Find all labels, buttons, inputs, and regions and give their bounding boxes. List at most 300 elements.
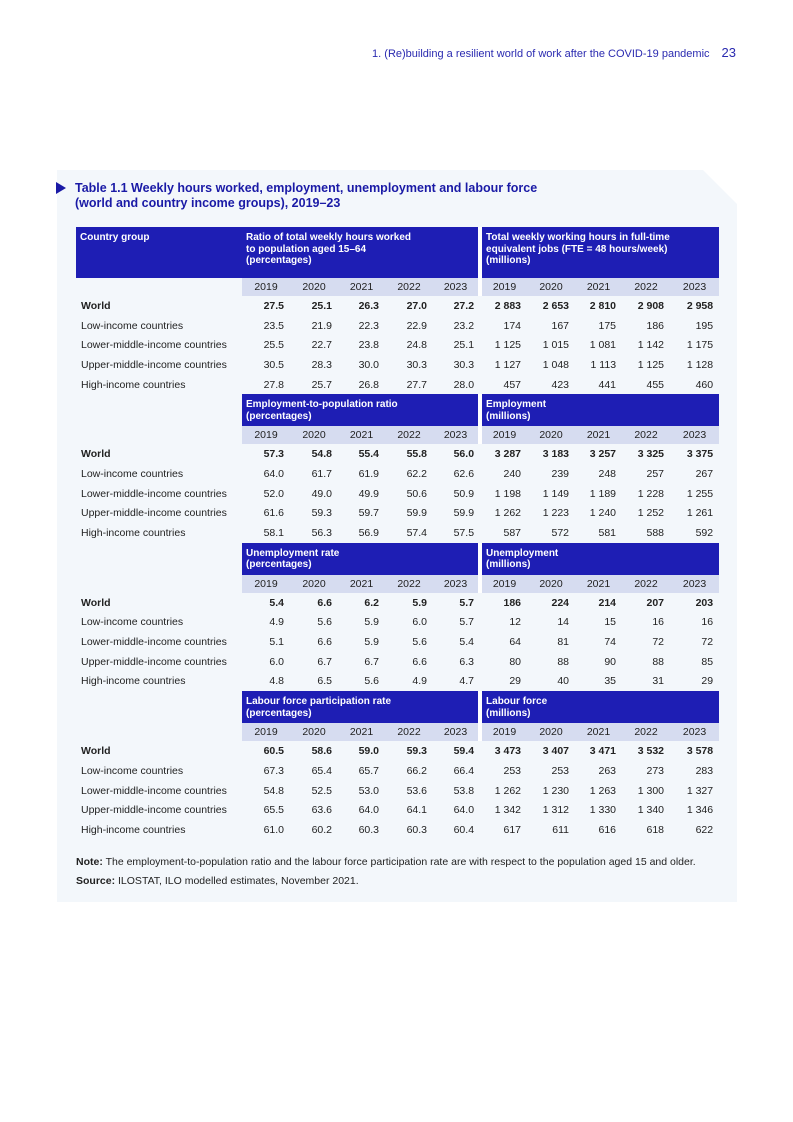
value-cell: 1 048	[542, 358, 570, 371]
value-cell: 6.5	[317, 675, 332, 688]
table-row	[76, 820, 719, 840]
value-cell: 27.7	[406, 378, 427, 391]
value-cell: 30.5	[263, 358, 284, 371]
value-cell: 3 325	[637, 448, 665, 461]
value-cell: 61.0	[263, 823, 284, 836]
header-line: (percentages)	[246, 410, 312, 422]
value-cell: 581	[598, 527, 617, 540]
page-number: 23	[721, 45, 736, 60]
value-cell: 30.3	[453, 358, 475, 371]
value-cell: 267	[695, 467, 714, 480]
year-cell: 2023	[670, 723, 719, 741]
value-cell: 60.2	[311, 823, 332, 836]
header-line: equivalent jobs (FTE = 48 hours/week)	[486, 243, 668, 255]
value-cell: 59.4	[453, 745, 475, 758]
value-cell: 253	[551, 764, 570, 777]
value-cell: 72	[701, 636, 714, 649]
value-cell: 27.0	[406, 299, 427, 312]
value-cell: 283	[695, 764, 714, 777]
running-head-title: 1. (Re)building a resilient world of work after the COVID-19 pandemic	[372, 48, 710, 60]
value-cell: 1 300	[637, 784, 665, 797]
value-cell: 88	[557, 655, 570, 668]
row-label: Upper-middle-income countries	[81, 358, 227, 371]
value-cell: 16	[701, 616, 714, 629]
table-row	[76, 444, 719, 464]
value-cell: 273	[646, 764, 665, 777]
value-cell: 6.0	[412, 616, 427, 629]
value-cell: 224	[551, 596, 570, 609]
value-cell: 248	[598, 467, 617, 480]
value-cell: 15	[604, 616, 617, 629]
year-cell: 2021	[338, 278, 385, 296]
years-row	[76, 723, 719, 741]
value-cell: 1 342	[494, 804, 522, 817]
value-cell: 622	[695, 823, 714, 836]
year-cell: 2019	[480, 426, 527, 444]
value-cell: 27.8	[263, 378, 284, 391]
value-cell: 1 223	[542, 507, 570, 520]
data-table	[76, 227, 719, 840]
table-row	[76, 781, 719, 801]
year-cell: 2023	[670, 426, 719, 444]
value-cell: 88	[652, 655, 665, 668]
value-cell: 65.4	[311, 764, 332, 777]
header-line: (millions)	[486, 410, 531, 422]
value-cell: 1 262	[494, 507, 522, 520]
table-row	[76, 464, 719, 484]
value-cell: 167	[551, 319, 570, 332]
value-cell: 31	[652, 675, 665, 688]
year-cell: 2020	[527, 575, 575, 593]
header-line: (millions)	[486, 707, 531, 719]
value-cell: 23.8	[358, 339, 379, 352]
table-row	[76, 800, 719, 820]
year-cell: 2020	[290, 278, 338, 296]
table-row	[76, 593, 719, 613]
caption-line-2: (world and country income groups), 2019–23	[75, 196, 341, 210]
value-cell: 207	[646, 596, 665, 609]
header-line: Unemployment rate	[246, 547, 340, 559]
value-cell: 1 261	[686, 507, 714, 520]
table-row	[76, 355, 719, 375]
header-line: Unemployment	[486, 547, 559, 559]
header-line: to population aged 15–64	[246, 243, 367, 255]
value-cell: 28.0	[453, 378, 475, 391]
value-cell: 2 958	[686, 299, 714, 312]
header-line: (percentages)	[246, 559, 312, 571]
value-cell: 1 346	[686, 804, 714, 817]
row-label: Upper-middle-income countries	[81, 655, 227, 668]
row-label: Lower-middle-income countries	[81, 339, 227, 352]
year-cell: 2020	[527, 278, 575, 296]
header-line: Employment-to-population ratio	[246, 399, 398, 411]
year-cell: 2021	[575, 575, 622, 593]
row-label: High-income countries	[81, 527, 186, 540]
table-row	[76, 523, 719, 543]
value-cell: 85	[701, 655, 714, 668]
row-label: Low-income countries	[81, 764, 184, 777]
value-cell: 25.7	[311, 378, 332, 391]
year-cell: 2022	[385, 426, 433, 444]
value-cell: 29	[701, 675, 714, 688]
table-row	[76, 761, 719, 781]
value-cell: 64.1	[406, 804, 427, 817]
year-cell: 2021	[338, 723, 385, 741]
row-label: High-income countries	[81, 675, 186, 688]
value-cell: 5.6	[412, 636, 427, 649]
header-spacer	[76, 543, 242, 575]
note-label: Note:	[76, 856, 103, 868]
row-label: World	[81, 299, 111, 312]
year-cell: 2022	[385, 278, 433, 296]
year-cell: 2023	[670, 278, 719, 296]
value-cell: 6.2	[364, 596, 379, 609]
value-cell: 5.7	[459, 616, 475, 629]
year-cell: 2020	[290, 426, 338, 444]
table-row	[76, 613, 719, 633]
value-cell: 66.4	[453, 764, 475, 777]
right-measure-header	[480, 691, 719, 723]
header-line: Total weekly working hours in full-time	[486, 232, 670, 243]
value-cell: 65.5	[263, 804, 284, 817]
value-cell: 5.9	[364, 616, 379, 629]
value-cell: 455	[646, 378, 665, 391]
value-cell: 239	[551, 467, 570, 480]
header-line: (percentages)	[246, 255, 312, 266]
source-text: ILOSTAT, ILO modelled estimates, November 2021.	[115, 875, 359, 887]
year-cell: 2020	[290, 575, 338, 593]
value-cell: 1 015	[542, 339, 570, 352]
value-cell: 460	[695, 378, 714, 391]
value-cell: 572	[551, 527, 570, 540]
header-spacer	[76, 394, 242, 426]
value-cell: 25.1	[453, 339, 475, 352]
value-cell: 72	[652, 636, 665, 649]
section-header-row	[76, 394, 719, 426]
value-cell: 1 113	[590, 358, 617, 371]
table-row	[76, 652, 719, 672]
value-cell: 25.5	[263, 339, 284, 352]
value-cell: 1 240	[589, 507, 617, 520]
value-cell: 57.5	[453, 527, 475, 540]
header-line: Employment	[486, 399, 547, 411]
table-row	[76, 504, 719, 524]
value-cell: 49.9	[358, 487, 379, 500]
value-cell: 59.9	[406, 507, 427, 520]
year-cell: 2021	[575, 723, 622, 741]
value-cell: 3 578	[686, 745, 714, 758]
value-cell: 616	[598, 823, 617, 836]
value-cell: 61.6	[263, 507, 284, 520]
value-cell: 1 142	[637, 339, 665, 352]
value-cell: 22.9	[406, 319, 427, 332]
value-cell: 2 810	[589, 299, 617, 312]
year-cell: 2019	[242, 278, 290, 296]
value-cell: 441	[598, 378, 617, 391]
row-label: Upper-middle-income countries	[81, 507, 227, 520]
value-cell: 2 883	[494, 299, 522, 312]
value-cell: 60.3	[406, 823, 427, 836]
value-cell: 617	[503, 823, 522, 836]
source-label: Source:	[76, 875, 116, 887]
value-cell: 5.4	[269, 596, 284, 609]
caption-line-1: Table 1.1 Weekly hours worked, employment, unemployment and labour force	[75, 181, 538, 195]
value-cell: 60.3	[358, 823, 379, 836]
value-cell: 29	[509, 675, 522, 688]
table-notes	[76, 853, 716, 891]
value-cell: 1 189	[589, 487, 617, 500]
value-cell: 26.8	[358, 378, 379, 391]
value-cell: 1 340	[637, 804, 665, 817]
value-cell: 195	[695, 319, 714, 332]
value-cell: 80	[509, 655, 522, 668]
value-cell: 4.9	[412, 675, 427, 688]
year-cell: 2019	[242, 426, 290, 444]
value-cell: 592	[695, 527, 714, 540]
years-spacer	[76, 426, 242, 444]
year-cell: 2020	[527, 426, 575, 444]
header-line: (millions)	[486, 559, 531, 571]
value-cell: 3 183	[542, 448, 570, 461]
year-cell: 2022	[622, 426, 670, 444]
value-cell: 56.0	[453, 448, 475, 461]
table-row	[76, 632, 719, 652]
left-measure-header	[242, 543, 480, 575]
year-cell: 2022	[622, 723, 670, 741]
year-cell: 2023	[670, 575, 719, 593]
value-cell: 27.5	[263, 299, 284, 312]
value-cell: 5.6	[364, 675, 379, 688]
value-cell: 6.6	[317, 596, 332, 609]
year-cell: 2023	[433, 723, 480, 741]
value-cell: 1 230	[542, 784, 570, 797]
row-label: World	[81, 745, 111, 758]
year-cell: 2019	[480, 278, 527, 296]
value-cell: 6.6	[412, 655, 427, 668]
header-line: Labour force participation rate	[246, 696, 392, 708]
value-cell: 53.0	[358, 784, 379, 797]
country-group-header: Country group	[76, 227, 242, 278]
row-label: Low-income countries	[81, 467, 184, 480]
value-cell: 16	[652, 616, 665, 629]
value-cell: 23.5	[263, 319, 284, 332]
value-cell: 26.3	[358, 299, 379, 312]
value-cell: 1 128	[686, 358, 714, 371]
value-cell: 6.3	[459, 655, 475, 668]
years-spacer	[76, 278, 242, 296]
header-spacer	[76, 691, 242, 723]
value-cell: 23.2	[453, 319, 475, 332]
year-cell: 2023	[433, 426, 480, 444]
value-cell: 1 081	[589, 339, 617, 352]
value-cell: 1 175	[686, 339, 714, 352]
value-cell: 3 471	[589, 745, 617, 758]
value-cell: 55.8	[406, 448, 427, 461]
header-line: (percentages)	[246, 707, 312, 719]
value-cell: 22.7	[311, 339, 332, 352]
value-cell: 618	[646, 823, 665, 836]
value-cell: 253	[503, 764, 522, 777]
year-cell: 2019	[242, 723, 290, 741]
year-cell: 2021	[338, 426, 385, 444]
value-cell: 60.4	[453, 823, 475, 836]
value-cell: 74	[604, 636, 617, 649]
row-label: World	[81, 448, 111, 461]
table-caption	[75, 181, 595, 211]
value-cell: 3 473	[494, 745, 522, 758]
value-cell: 1 127	[494, 358, 522, 371]
value-cell: 1 198	[494, 487, 522, 500]
value-cell: 60.5	[263, 745, 284, 758]
value-cell: 1 327	[686, 784, 714, 797]
value-cell: 53.8	[453, 784, 475, 797]
value-cell: 6.0	[269, 655, 284, 668]
value-cell: 90	[604, 655, 617, 668]
running-head	[372, 45, 736, 60]
years-row	[76, 575, 719, 593]
year-cell: 2022	[385, 575, 433, 593]
value-cell: 1 149	[542, 487, 570, 500]
row-label: Low-income countries	[81, 616, 184, 629]
value-cell: 6.6	[317, 636, 332, 649]
value-cell: 3 532	[637, 745, 665, 758]
value-cell: 40	[557, 675, 570, 688]
value-cell: 50.9	[453, 487, 475, 500]
value-cell: 30.0	[358, 358, 379, 371]
value-cell: 1 125	[494, 339, 522, 352]
value-cell: 62.2	[406, 467, 427, 480]
value-cell: 6.7	[364, 655, 379, 668]
value-cell: 63.6	[311, 804, 332, 817]
value-cell: 587	[503, 527, 522, 540]
value-cell: 5.9	[412, 596, 427, 609]
value-cell: 24.8	[406, 339, 427, 352]
year-cell: 2019	[480, 575, 527, 593]
table-row	[76, 484, 719, 504]
table-row	[76, 335, 719, 355]
value-cell: 12	[509, 616, 522, 629]
value-cell: 3 375	[686, 448, 714, 461]
value-cell: 64.0	[263, 467, 284, 480]
value-cell: 4.7	[459, 675, 475, 688]
value-cell: 6.7	[317, 655, 332, 668]
value-cell: 4.9	[269, 616, 284, 629]
value-cell: 1 330	[589, 804, 617, 817]
table-body	[76, 227, 719, 840]
year-cell: 2020	[290, 723, 338, 741]
year-cell: 2022	[622, 278, 670, 296]
value-cell: 58.1	[263, 527, 284, 540]
table-row	[76, 296, 719, 316]
value-cell: 611	[552, 823, 570, 836]
value-cell: 57.4	[406, 527, 427, 540]
value-cell: 49.0	[311, 487, 332, 500]
value-cell: 186	[646, 319, 665, 332]
value-cell: 27.2	[453, 299, 475, 312]
value-cell: 30.3	[406, 358, 427, 371]
value-cell: 59.9	[453, 507, 475, 520]
value-cell: 58.6	[311, 745, 332, 758]
value-cell: 214	[598, 596, 617, 609]
value-cell: 65.7	[358, 764, 379, 777]
value-cell: 25.1	[311, 299, 332, 312]
value-cell: 61.9	[358, 467, 379, 480]
value-cell: 22.3	[358, 319, 379, 332]
value-cell: 59.7	[358, 507, 379, 520]
row-label: Low-income countries	[81, 319, 184, 332]
value-cell: 50.6	[406, 487, 427, 500]
caption-arrow-icon	[56, 182, 66, 194]
value-cell: 174	[503, 319, 522, 332]
value-cell: 54.8	[263, 784, 284, 797]
value-cell: 1 263	[589, 784, 617, 797]
right-measure-header	[480, 394, 719, 426]
value-cell: 28.3	[311, 358, 332, 371]
section-header-row	[76, 227, 719, 278]
value-cell: 588	[646, 527, 665, 540]
value-cell: 5.7	[459, 596, 475, 609]
value-cell: 59.3	[311, 507, 332, 520]
value-cell: 1 255	[686, 487, 714, 500]
value-cell: 62.6	[453, 467, 475, 480]
value-cell: 14	[557, 616, 570, 629]
right-measure-header	[480, 227, 719, 278]
years-spacer	[76, 575, 242, 593]
section-header-row	[76, 543, 719, 575]
year-cell: 2019	[480, 723, 527, 741]
year-cell: 2023	[433, 575, 480, 593]
value-cell: 186	[503, 596, 522, 609]
row-label: World	[81, 596, 111, 609]
value-cell: 56.9	[358, 527, 379, 540]
row-label: Lower-middle-income countries	[81, 636, 227, 649]
value-cell: 64.0	[453, 804, 475, 817]
value-cell: 21.9	[311, 319, 332, 332]
value-cell: 59.0	[358, 745, 379, 758]
value-cell: 66.2	[406, 764, 427, 777]
value-cell: 203	[695, 596, 714, 609]
table-row	[76, 672, 719, 692]
value-cell: 2 908	[637, 299, 665, 312]
value-cell: 57.3	[263, 448, 284, 461]
value-cell: 5.6	[317, 616, 332, 629]
table-row	[76, 375, 719, 395]
header-line: Ratio of total weekly hours worked	[246, 232, 412, 243]
header-line: Labour force	[486, 696, 548, 708]
value-cell: 55.4	[358, 448, 379, 461]
value-cell: 423	[551, 378, 570, 391]
value-cell: 52.5	[311, 784, 332, 797]
value-cell: 56.3	[311, 527, 332, 540]
years-row	[76, 278, 719, 296]
left-measure-header	[242, 227, 480, 278]
note-text: The employment-to-population ratio and the labour force participation rate are with respect to the population aged 15 and older.	[102, 856, 696, 868]
value-cell: 2 653	[542, 299, 570, 312]
value-cell: 54.8	[311, 448, 332, 461]
year-cell: 2021	[575, 426, 622, 444]
year-cell: 2019	[242, 575, 290, 593]
row-label: High-income countries	[81, 378, 186, 391]
value-cell: 5.1	[269, 636, 284, 649]
year-cell: 2021	[575, 278, 622, 296]
source-line	[76, 872, 716, 891]
value-cell: 81	[557, 636, 570, 649]
year-cell: 2022	[622, 575, 670, 593]
table-row	[76, 316, 719, 336]
value-cell: 457	[503, 378, 522, 391]
value-cell: 1 125	[637, 358, 665, 371]
value-cell: 257	[646, 467, 665, 480]
